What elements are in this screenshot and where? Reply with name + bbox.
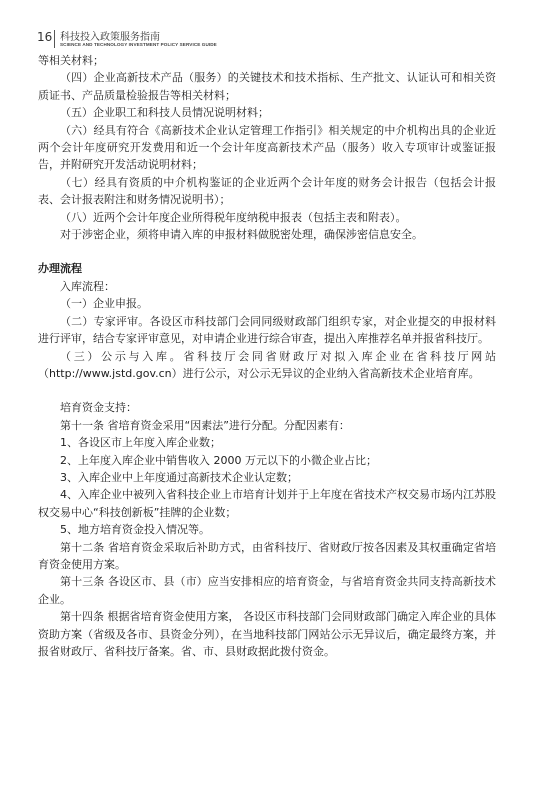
page-body	[38, 52, 496, 660]
header-title: 科技投入政策服务指南	[60, 32, 160, 43]
paragraph: 第十二条 省培育资金采取后补助方式，由省科技厅、省财政厅按各因素及其权重确定省培育资金使用方案。	[38, 540, 496, 571]
paragraph: 第十四条 根据省培育资金使用方案， 各设区市科技部门会同财政部门确定入库企业的具体资助方案（省级及各市、县资金分列），在当地科技部门网站公示无异议后，确定最终方案，并报省财政厅、省科技厅备案。省、市、县财政据此拨付资金。	[38, 610, 496, 658]
paragraph: （三）公示与入库。省科技厅会同省财政厅对拟入库企业在省科技厅网站（http://www.jstd.gov.cn）进行公示，对公示无异议的企业纳入省高新技术企业培育库。	[38, 349, 496, 380]
list-item: 5、地方培育资金投入情况等。	[60, 523, 210, 537]
paragraph: （四）企业高新技术产品（服务）的关键技术和技术指标、生产批文、认证认可和相关资质证书、产品质量检验报告等相关材料；	[38, 71, 496, 102]
list-item: 2、上年度入库企业中销售收入 2000 万元以下的小微企业占比；	[60, 453, 377, 467]
section-heading: 办理流程	[38, 262, 82, 276]
paragraph: 入库流程：	[60, 279, 115, 293]
header-subtitle: SCIENCE AND TECHNOLOGY INVESTMENT POLICY SERVICE GUIDE	[60, 42, 217, 47]
paragraph: （五）企业职工和科技人员情况说明材料；	[60, 106, 269, 120]
paragraph: （八）近两个会计年度企业所得税年度纳税申报表（包括主表和附表）。	[60, 210, 407, 224]
header-divider	[54, 30, 55, 48]
paragraph: （一）企业申报。	[60, 297, 148, 311]
list-item: 3、入库企业中上年度通过高新技术企业认定数；	[60, 470, 298, 484]
paragraph: 对于涉密企业，须将申请入库的申报材料做脱密处理，确保涉密信息安全。	[60, 228, 423, 242]
paragraph: （七）经具有资质的中介机构鉴证的企业近两个会计年度的财务会计报告（包括会计报表、会计报表附注和财务情况说明书）；	[38, 175, 496, 207]
paragraph: 等相关材料；	[38, 54, 104, 67]
paragraph: 培育资金支持：	[60, 401, 137, 415]
paragraph: 第十三条 各设区市、县（市）应当安排相应的培育资金，与省培育资金共同支持高新技术企业。	[38, 575, 496, 606]
list-item: 4、入库企业中被列入省科技企业上市培育计划并于上年度在省技术产权交易市场内江苏股权交易中心“科技创新板”挂牌的企业数；	[38, 488, 496, 519]
paragraph: 第十一条 省培育资金采用“因素法”进行分配。分配因素有：	[60, 418, 350, 432]
paragraph: （二）专家评审。各设区市科技部门会同同级财政部门组织专家，对企业提交的申报材料进行评审，结合专家评审意见，对申请企业进行综合审查，提出入库推荐名单并报省科技厅。	[38, 314, 496, 346]
paragraph: （六）经具有符合《高新技术企业认定管理工作指引》相关规定的中介机构出具的企业近两个会计年度研究开发费用和近一个会计年度高新技术产品（服务）收入专项审计或鉴证报告，并附研究开发活动说明材料；	[38, 123, 496, 172]
page-number: 16	[37, 30, 53, 44]
list-item: 1、各设区市上年度入库企业数；	[60, 436, 221, 450]
